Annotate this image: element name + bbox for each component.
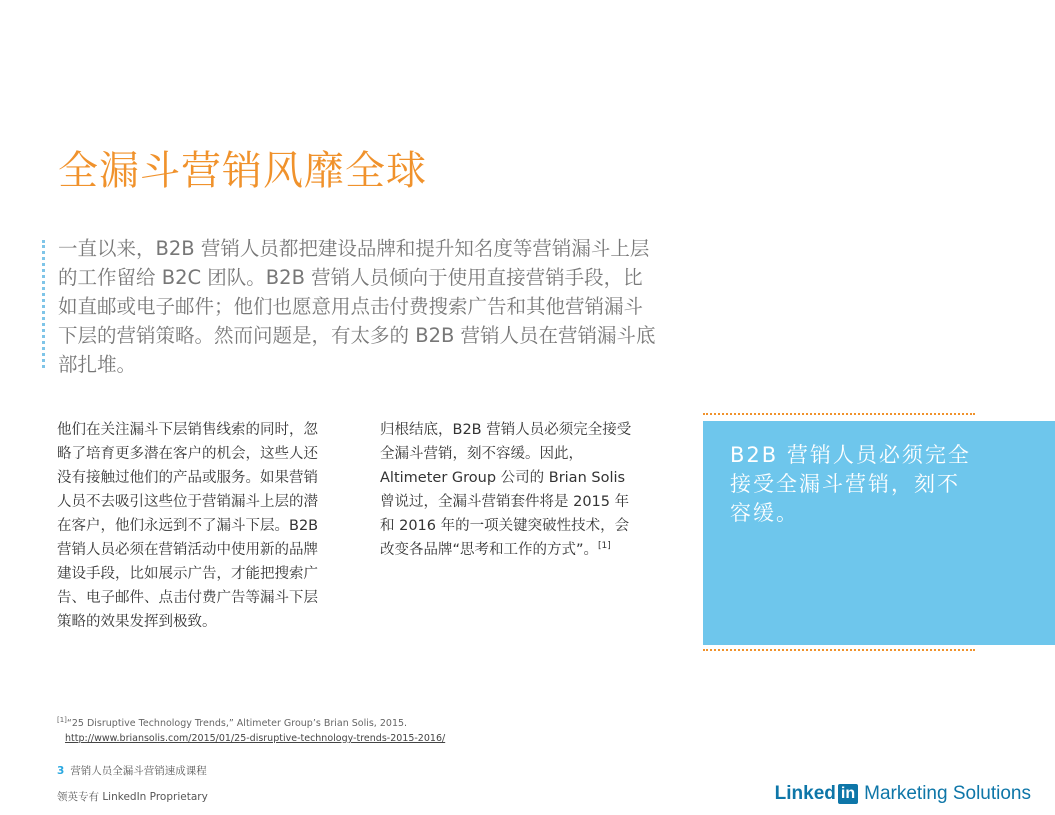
- footnote: [57, 716, 445, 746]
- pull-quote-text: B2B 营销人员必须完全接受全漏斗营销，刻不容缓。: [730, 443, 971, 525]
- footnote-reference[interactable]: [1]: [598, 541, 611, 552]
- logo-in-badge: in: [838, 784, 858, 804]
- logo-linked-text: Linked: [774, 783, 836, 804]
- intro-paragraph: 一直以来，B2B 营销人员都把建设品牌和提升知名度等营销漏斗上层的工作留给 B2C 团队。B2B 营销人员倾向于使用直接营销手段，比如直邮或电子邮件；他们也愿意用点击付费搜索广告和其他营销漏斗下层的营销策略。然而问题是，有太多的 B2B 营销人员在营销漏斗底部扎堆。: [58, 237, 656, 376]
- intro-dotted-rule: [42, 240, 45, 368]
- proprietary-notice: 领英专有 LinkedIn Proprietary: [57, 791, 208, 803]
- course-title: 营销人员全漏斗营销速成课程: [70, 765, 207, 777]
- footnote-mark: [1]: [57, 715, 67, 724]
- quote-top-rule: [703, 413, 975, 415]
- quote-bottom-rule: [703, 649, 975, 651]
- body-column-left: 他们在关注漏斗下层销售线索的同时，忽略了培育更多潜在客户的机会，这些人还没有接触过他们的产品或服务。如果营销人员不去吸引这些位于营销漏斗上层的潜在客户，他们永远到不了漏斗下层。B2B 营销人员必须在营销活动中使用新的品牌建设手段，比如展示广告，才能把搜索广告、电子邮件、点击付费广告等漏斗下层策略的效果发挥到极致。: [57, 422, 319, 630]
- page-number: 3: [57, 765, 65, 777]
- body-column-middle-text: 归根结底，B2B 营销人员必须完全接受全漏斗营销，刻不容缓。因此，Altimeter Group 公司的 Brian Solis 曾说过，全漏斗营销套件将是 2015 年和 2016 年的一项关键突破性技术，会改变各品牌“思考和工作的方式”。: [380, 422, 632, 558]
- linkedin-logo: [775, 781, 1031, 807]
- logo-product-name: Marketing Solutions: [864, 783, 1031, 804]
- footnote-citation: “25 Disruptive Technology Trends,” Altimeter Group’s Brian Solis, 2015.: [66, 718, 408, 729]
- page-title: 全漏斗营销风靡全球: [58, 148, 427, 194]
- intro-section: [42, 234, 662, 376]
- body-column-middle: [380, 418, 642, 562]
- footnote-link[interactable]: http://www.briansolis.com/2015/01/25-disruptive-technology-trends-2015-2016/: [65, 733, 446, 744]
- footer-course: [57, 764, 207, 778]
- pull-quote-box: [703, 421, 1055, 645]
